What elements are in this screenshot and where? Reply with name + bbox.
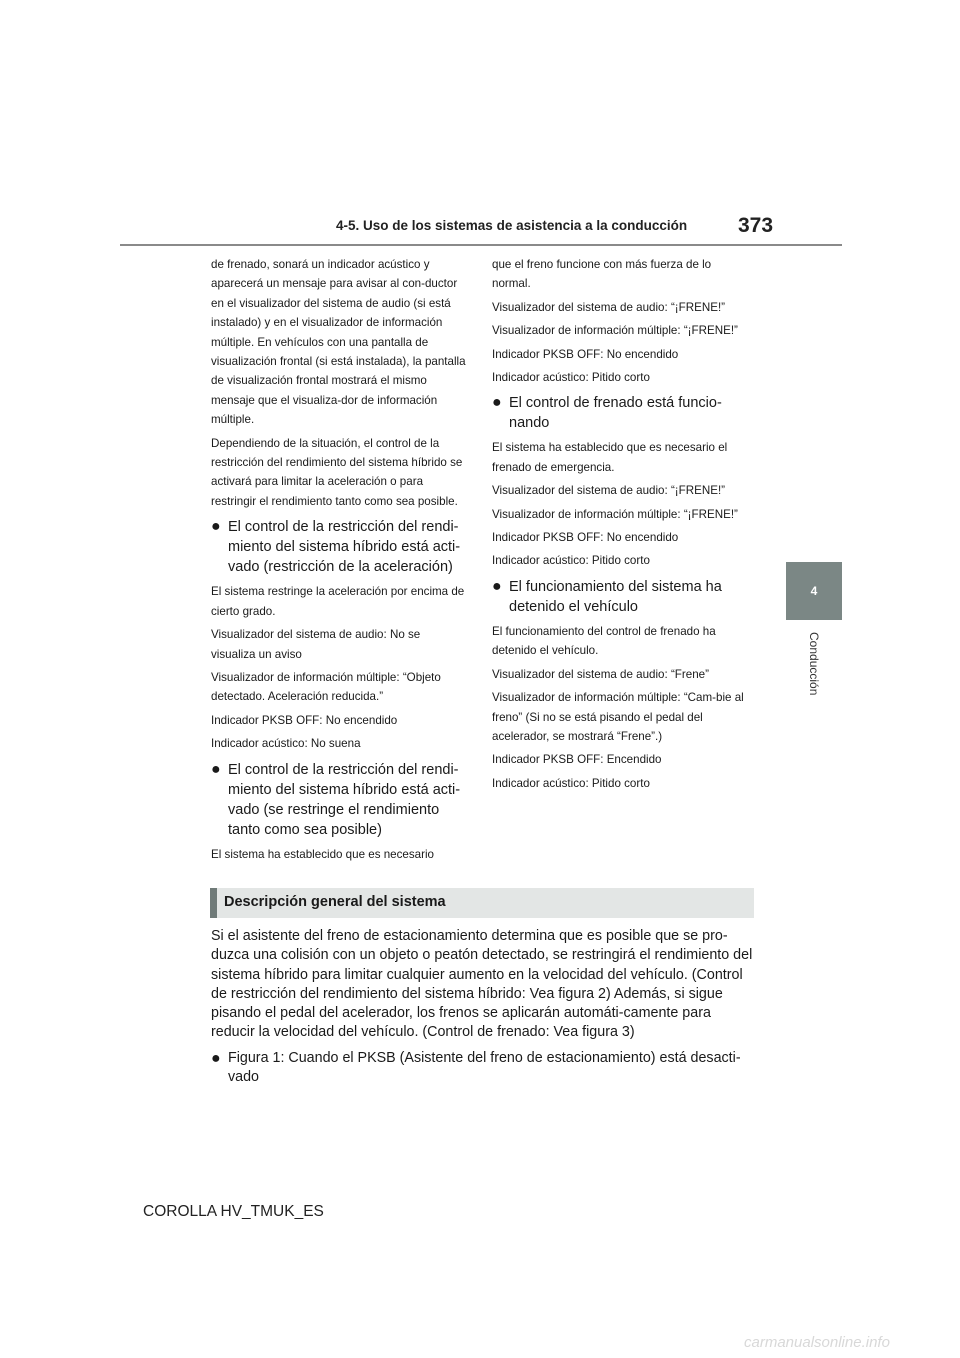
section-heading-title: Descripción general del sistema — [224, 894, 446, 910]
paragraph: Visualizador del sistema de audio: “¡FRENE!” — [492, 300, 726, 314]
right-column — [492, 255, 747, 797]
paragraph: que el freno funcione con más fuerza de lo normal. — [492, 258, 712, 291]
section-body-paragraph: Si el asistente del freno de estacionamiento determina que es posible que se pro-duzca una colisión con un objeto o peatón detectado, se restringirá el rendimiento del sistema híbrido para limitar cualquier aumento en la velocidad del vehículo. (Control de restricción del rendimiento del sistema híbrido: Vea figura 2) Además, si sigue pisando el pedal del acelerador, los frenos se aplicarán automáti-camente para reducir la velocidad del vehículo. (Control de frenado: Vea figura 3) — [211, 928, 753, 1041]
paragraph: El sistema ha establecido que es necesario el frenado de emergencia. — [492, 441, 728, 474]
paragraph: Indicador PKSB OFF: No encendido — [492, 347, 679, 361]
paragraph: de frenado, sonará un indicador acústico y aparecerá un mensaje para avisar al con-ductor en el visualizador del sistema de audio (si está instalado) y en el visualizador de información múltiple. En vehículos con una pantalla de visualización frontal (si está instalada), la pantalla de visualización frontal mostrará el mismo mensaje que el visualiza-dor de información múltiple. — [211, 258, 466, 427]
left-column — [211, 255, 466, 868]
watermark: carmanualsonline.info — [744, 1334, 890, 1351]
section-bullet-text: Figura 1: Cuando el PKSB (Asistente del freno de estacionamiento) está desacti-vado — [228, 1049, 741, 1086]
chapter-tab-label-wrap — [774, 632, 854, 712]
footer-model: COROLLA HV_TMUK_ES — [143, 1203, 324, 1220]
bullet-icon: ● — [211, 518, 221, 536]
paragraph: Indicador acústico: Pitido corto — [492, 776, 650, 790]
paragraph: Indicador PKSB OFF: Encendido — [492, 753, 662, 767]
section-bullet — [211, 1049, 756, 1088]
paragraph: Visualizador de información múltiple: “¡FRENE!” — [492, 324, 738, 338]
bullet-text: El funcionamiento del sistema ha detenido el vehículo — [509, 578, 722, 615]
bullet-item — [211, 517, 466, 577]
paragraph: El sistema ha establecido que es necesario — [211, 847, 434, 861]
section-heading-accent — [210, 888, 217, 918]
paragraph: Visualizador de información múltiple: “¡FRENE!” — [492, 507, 738, 521]
paragraph: Indicador acústico: No suena — [211, 737, 361, 751]
bullet-item — [492, 393, 747, 433]
paragraph: Indicador PKSB OFF: No encendido — [211, 713, 398, 727]
bullet-icon: ● — [211, 1049, 221, 1067]
chapter-tab — [786, 562, 842, 620]
paragraph: Visualizador del sistema de audio: “Frene” — [492, 667, 709, 681]
paragraph: Indicador acústico: Pitido corto — [492, 371, 650, 385]
bullet-icon: ● — [492, 577, 502, 595]
bullet-text: El control de frenado está funcio-nando — [509, 395, 722, 432]
paragraph: El funcionamiento del control de frenado ha detenido el vehículo. — [492, 624, 716, 658]
paragraph: El sistema restringe la aceleración por encima de cierto grado. — [211, 585, 465, 618]
paragraph: Visualizador del sistema de audio: “¡FRENE!” — [492, 484, 726, 498]
paragraph: Visualizador de información múltiple: “Objeto detectado. Aceleración reducida.” — [211, 670, 441, 704]
paragraph: Visualizador del sistema de audio: No se visualiza un aviso — [211, 628, 421, 661]
section-header-title: 4-5. Uso de los sistemas de asistencia a la conducción — [336, 218, 688, 233]
section-body — [211, 927, 756, 1087]
header-divider — [120, 244, 842, 246]
paragraph: Indicador PKSB OFF: No encendido — [492, 531, 679, 545]
bullet-item — [211, 760, 466, 840]
paragraph: Indicador acústico: Pitido corto — [492, 554, 650, 568]
chapter-tab-number: 4 — [810, 584, 818, 598]
bullet-text: El control de la restricción del rendi-miento del sistema híbrido está acti-vado (restricción de la aceleración) — [228, 519, 461, 576]
bullet-icon: ● — [492, 394, 502, 412]
bullet-text: El control de la restricción del rendi-miento del sistema híbrido está acti-vado (se restringe el rendimiento tanto como sea posible) — [228, 761, 461, 838]
page-number: 373 — [738, 214, 774, 237]
bullet-item — [492, 577, 747, 617]
paragraph: Dependiendo de la situación, el control de la restricción del rendimiento del sistema híbrido se activará para limitar la aceleración o para restringir el rendimiento tanto como sea posible. — [211, 436, 463, 508]
paragraph: Visualizador de información múltiple: “Cam-bie al freno” (Si no se está pisando el pedal del acelerador, se mostrará “Frene”.) — [492, 691, 744, 743]
chapter-tab-label: Conducción — [807, 632, 821, 696]
bullet-icon: ● — [211, 760, 221, 778]
